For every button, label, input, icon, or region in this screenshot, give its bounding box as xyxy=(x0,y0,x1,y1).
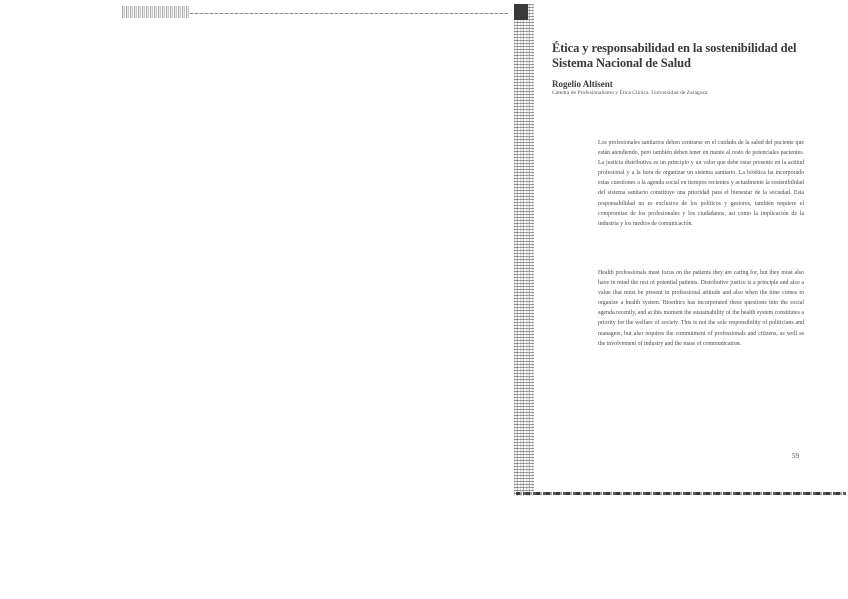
abstract-spanish: Los profesionales sanitarios deben centrarse en el cuidado de la salud del paciente que están atendiendo, pero también deben tener en mente al resto de potenciales pacientes. La justicia distributiva es un principio y un valor que debe estar presente en la actitud profesional y a la hora de organizar un sistema sanitario. La bioética ha incorporado estas cuestiones a la agenda social en tiempos recientes y actualmente la sostenibilidad del sistema sanitario constituye una prioridad para el bienestar de la sociedad. Esta responsabilidad no es exclusiva de los políticos y gestores, también requiere el compromiso de los profesionales y los ciudadanos, así como la implicación de la industria y los medios de comunicación. xyxy=(598,140,804,227)
abstract-english: Health professionals must focus on the patients they are caring for, but they must also have in mind the rest of potential patients. Distributive justice is a principle and also a value that must be present in professional attitude and also when the time comes to organize a health system. Bioethics has incorporated these questions into the social agenda recently, and at this moment the sustainability of the health system constitutes a priority for the welfare of society. This is not the sole responsibility of politicians and managers, but also requires the commitment of professionals and citizens, as well as the involvement of industry and the mass of communication. xyxy=(598,270,804,347)
left-page-blank xyxy=(122,4,510,494)
scan-artifact xyxy=(122,6,190,18)
page-number: 59 xyxy=(792,452,799,460)
scan-artifact xyxy=(190,13,508,14)
scan-artifact xyxy=(516,492,846,495)
book-gutter-shadow xyxy=(514,4,534,496)
right-page xyxy=(534,4,848,492)
author-name: Rogelio Altisent xyxy=(552,79,613,89)
author-affiliation: Cátedra de Profesionalismo y Ética Clínica. Universidad de Zaragoza xyxy=(552,90,708,96)
article-title: Ética y responsabilidad en la sostenibilidad del Sistema Nacional de Salud xyxy=(552,41,797,70)
book-spread xyxy=(122,4,848,498)
scan-artifact xyxy=(514,4,528,20)
